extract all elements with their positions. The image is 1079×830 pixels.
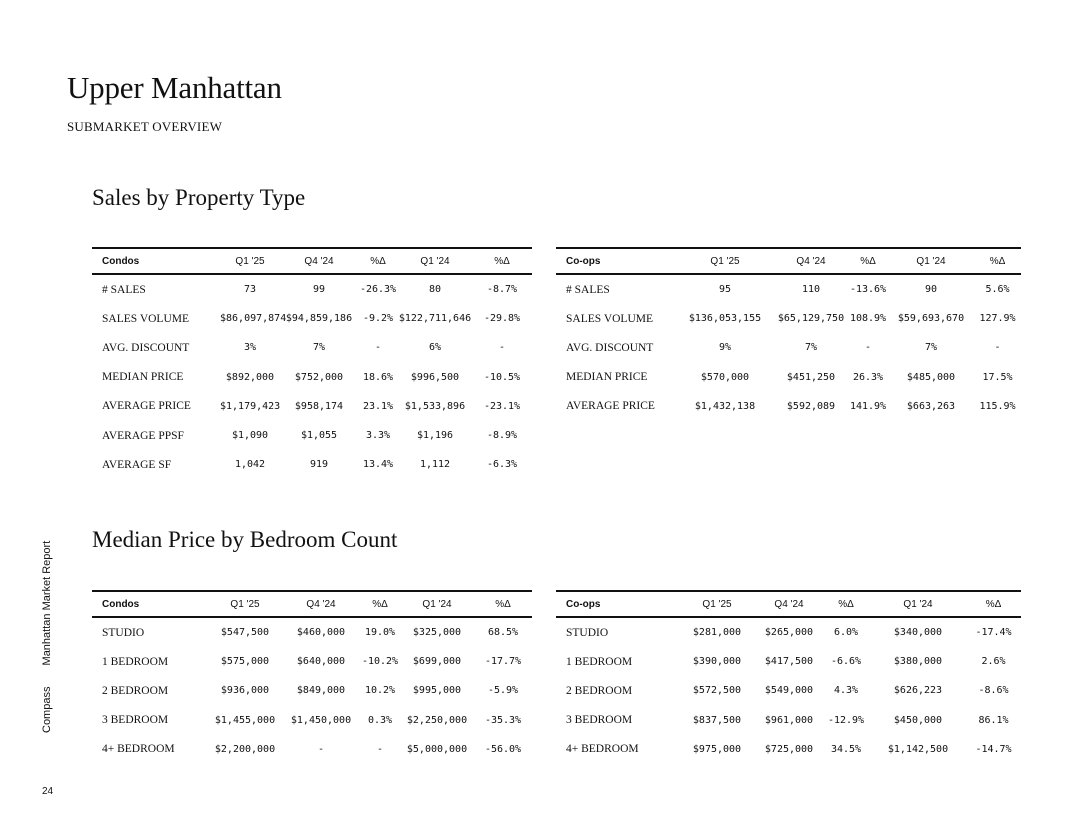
table-cell: $725,000	[764, 743, 814, 755]
column-header: %Δ	[822, 591, 870, 617]
column-header: Q1 '24	[870, 591, 966, 617]
table-cell: $975,000	[692, 743, 742, 755]
table-header-row	[92, 591, 532, 617]
table-cell: $936,000	[220, 685, 270, 697]
table-cell: 108.9%	[849, 313, 887, 325]
table-row	[556, 333, 1021, 362]
table-row	[92, 706, 532, 735]
table-cell: -8.6%	[978, 685, 1009, 697]
table-cell: 2.6%	[981, 656, 1006, 668]
row-label: 1 BEDROOM	[566, 655, 633, 668]
table-cell: 34.5%	[830, 743, 862, 755]
table-category-header: Condos	[92, 248, 220, 274]
table-cell: 9%	[718, 342, 732, 354]
sidebar-report-title: Manhattan Market Report	[41, 540, 53, 666]
table-cell: 0.3%	[367, 714, 393, 726]
table-row	[92, 421, 532, 450]
page-title: Upper Manhattan	[67, 70, 282, 105]
row-label: # SALES	[566, 283, 610, 296]
table-cell: $380,000	[893, 656, 943, 668]
table-cell: $94,859,186	[285, 313, 353, 325]
table-cell: $570,000	[700, 371, 750, 383]
column-header: Q1 '25	[220, 248, 280, 274]
table-cell: -10.2%	[361, 656, 399, 668]
table-cell: 7%	[312, 342, 326, 354]
table-cell: -23.1%	[483, 400, 521, 412]
row-label: 4+ BEDROOM	[102, 743, 175, 756]
table-cell: $1,432,138	[694, 400, 756, 412]
table-cell: $1,055	[300, 430, 338, 442]
table-cell: $663,263	[906, 400, 956, 412]
table-cell: $390,000	[692, 656, 742, 668]
table-cell: 80	[428, 284, 442, 296]
table-cell: 919	[309, 459, 329, 471]
row-label: 3 BEDROOM	[102, 714, 169, 727]
sidebar-brand: Compass	[41, 686, 53, 733]
table-cell: -6.6%	[830, 656, 862, 668]
table-cell: $1,090	[231, 430, 269, 442]
table-cell: 141.9%	[849, 400, 887, 412]
row-label: AVERAGE PRICE	[566, 400, 655, 413]
row-label: # SALES	[102, 283, 146, 296]
row-label: SALES VOLUME	[102, 312, 190, 325]
table-row	[556, 304, 1021, 333]
table-cell: -6.3%	[486, 459, 518, 471]
row-label: MEDIAN PRICE	[566, 371, 648, 384]
column-header: %Δ	[472, 248, 532, 274]
table-cell: 3%	[243, 342, 257, 354]
row-label: AVG. DISCOUNT	[102, 341, 190, 354]
table-category-header: Condos	[92, 591, 208, 617]
table-row	[92, 392, 532, 421]
table-cell: $849,000	[296, 685, 346, 697]
table-cell: 3.3%	[365, 430, 391, 442]
table-row	[556, 392, 1021, 421]
table-row	[92, 676, 532, 705]
table-cell: -56.0%	[484, 743, 522, 755]
table-cell: -	[374, 342, 382, 354]
table-cell: $86,097,874	[220, 313, 287, 325]
column-header: %Δ	[358, 248, 398, 274]
column-header: Q4 '24	[280, 248, 358, 274]
table-cell: 86.1%	[978, 714, 1009, 726]
row-label: STUDIO	[102, 626, 145, 639]
table-cell: 115.9%	[979, 400, 1016, 412]
column-header: Q4 '24	[282, 591, 360, 617]
table-cell: $572,500	[692, 685, 742, 697]
table-cell: 7%	[804, 342, 818, 354]
column-header: %Δ	[360, 591, 400, 617]
column-header: %Δ	[966, 591, 1021, 617]
section-title-bedroom: Median Price by Bedroom Count	[92, 527, 398, 552]
column-header: Q4 '24	[774, 248, 848, 274]
table-cell: 17.5%	[982, 371, 1013, 383]
table-cell: -26.3%	[359, 284, 397, 296]
table-cell: -	[864, 342, 872, 354]
table-cell: $2,250,000	[406, 714, 468, 726]
column-header: Q1 '24	[398, 248, 472, 274]
table-cell: -14.7%	[975, 743, 1012, 755]
table-row	[556, 363, 1021, 392]
table-cell: -	[994, 342, 1001, 354]
table-cell: $122,711,646	[398, 313, 472, 325]
table-cell: -	[317, 743, 325, 755]
sidebar-label	[41, 523, 53, 733]
table-cell: -12.9%	[827, 714, 865, 726]
row-label: SALES VOLUME	[566, 312, 654, 325]
table-cell: 110	[801, 284, 821, 296]
table-cell: 7%	[924, 342, 938, 354]
table-cell: -17.4%	[975, 627, 1012, 639]
table-cell: 1,042	[234, 459, 266, 471]
table-row	[92, 450, 532, 479]
table-cell: -9.2%	[362, 313, 394, 325]
table-cell: $281,000	[692, 627, 742, 639]
table-cell: -17.7%	[484, 656, 522, 668]
table-cell: $59,693,670	[897, 313, 965, 325]
table-cell: 18.6%	[362, 371, 394, 383]
table-row	[556, 706, 1021, 735]
column-header: Q1 '25	[678, 591, 756, 617]
table-cell: 4.3%	[833, 685, 859, 697]
table-cell: -8.9%	[486, 430, 518, 442]
table-header-row	[556, 591, 1021, 617]
table-cell: 73	[243, 284, 257, 296]
table-cell: $65,129,750	[777, 313, 845, 325]
table-cell: $547,500	[220, 627, 270, 639]
table-cell: 6%	[428, 342, 442, 354]
table-cell: 127.9%	[979, 313, 1016, 325]
row-label: AVERAGE PPSF	[102, 429, 184, 442]
coops-bedroom-table	[556, 590, 1021, 764]
table-cell: $958,174	[294, 400, 344, 412]
row-label: AVERAGE PRICE	[102, 400, 191, 413]
table-cell: 13.4%	[362, 459, 394, 471]
table-cell: 6.0%	[833, 627, 859, 639]
table-cell: $136,053,155	[688, 313, 762, 325]
table-category-header: Co-ops	[556, 591, 678, 617]
row-label: AVG. DISCOUNT	[566, 341, 654, 354]
table-cell: $575,000	[220, 656, 270, 668]
table-cell: 95	[718, 284, 732, 296]
table-cell: $640,000	[296, 656, 346, 668]
table-cell: $1,196	[416, 430, 454, 442]
table-header-row	[92, 248, 532, 274]
column-header: Q1 '25	[208, 591, 282, 617]
table-header-row	[556, 248, 1021, 274]
table-cell: -8.7%	[486, 284, 518, 296]
table-cell: $752,000	[294, 371, 344, 383]
table-cell: $340,000	[893, 627, 943, 639]
table-cell: 10.2%	[364, 685, 396, 697]
table-row	[556, 617, 1021, 647]
table-cell: $265,000	[764, 627, 814, 639]
table-cell: -	[376, 743, 384, 755]
table-row	[92, 617, 532, 647]
table-cell: $837,500	[692, 714, 742, 726]
table-cell: -13.6%	[849, 284, 887, 296]
table-cell: 5.6%	[985, 284, 1010, 296]
table-row	[556, 676, 1021, 705]
table-cell: 1,112	[419, 459, 451, 471]
table-row	[92, 363, 532, 392]
table-cell: -35.3%	[484, 714, 522, 726]
table-cell: 23.1%	[362, 400, 394, 412]
row-label: 4+ BEDROOM	[566, 743, 639, 756]
table-row	[92, 304, 532, 333]
table-cell: -10.5%	[483, 371, 521, 383]
table-cell: -29.8%	[483, 313, 521, 325]
table-row	[556, 735, 1021, 764]
row-label: STUDIO	[566, 626, 609, 639]
table-row	[92, 274, 532, 304]
table-cell: $2,200,000	[214, 743, 276, 755]
table-cell: $485,000	[906, 371, 956, 383]
table-cell: $961,000	[764, 714, 814, 726]
column-header: Q4 '24	[756, 591, 822, 617]
table-cell: $450,000	[893, 714, 943, 726]
condos-bedroom-table	[92, 590, 532, 764]
table-category-header: Co-ops	[556, 248, 676, 274]
column-header: %Δ	[974, 248, 1021, 274]
table-cell: $892,000	[225, 371, 275, 383]
section-title-sales: Sales by Property Type	[92, 185, 306, 210]
table-cell: $996,500	[410, 371, 460, 383]
table-cell: 68.5%	[487, 627, 519, 639]
table-row	[556, 274, 1021, 304]
table-cell: $699,000	[412, 656, 462, 668]
table-cell: 19.0%	[364, 627, 396, 639]
table-cell: $592,089	[786, 400, 836, 412]
table-cell: -5.9%	[487, 685, 519, 697]
table-cell: $5,000,000	[406, 743, 468, 755]
column-header: %Δ	[848, 248, 888, 274]
row-label: MEDIAN PRICE	[102, 371, 184, 384]
table-cell: $549,000	[764, 685, 814, 697]
table-cell: $451,250	[786, 371, 836, 383]
column-header: Q1 '25	[676, 248, 774, 274]
table-cell: $1,450,000	[290, 714, 352, 726]
page-number: 24	[42, 786, 54, 797]
table-cell: $417,500	[764, 656, 814, 668]
table-row	[92, 333, 532, 362]
table-cell: 26.3%	[852, 371, 884, 383]
table-cell: $325,000	[412, 627, 462, 639]
table-cell: $1,142,500	[887, 743, 949, 755]
table-row	[92, 647, 532, 676]
row-label: 1 BEDROOM	[102, 655, 169, 668]
column-header: Q1 '24	[888, 248, 974, 274]
table-cell: $1,533,896	[404, 400, 466, 412]
table-cell: -	[498, 342, 506, 354]
row-label: 2 BEDROOM	[566, 684, 633, 697]
table-cell: 90	[924, 284, 938, 296]
table-cell: $1,179,423	[220, 400, 281, 412]
table-cell: $626,223	[893, 685, 943, 697]
page-subtitle: SUBMARKET OVERVIEW	[67, 119, 223, 134]
table-cell: $995,000	[412, 685, 462, 697]
column-header: %Δ	[474, 591, 532, 617]
coops-sales-table	[556, 247, 1021, 421]
table-cell: $460,000	[296, 627, 346, 639]
row-label: 3 BEDROOM	[566, 714, 633, 727]
table-cell: 99	[312, 284, 326, 296]
row-label: 2 BEDROOM	[102, 684, 169, 697]
table-row	[92, 735, 532, 764]
row-label: AVERAGE SF	[102, 458, 172, 471]
column-header: Q1 '24	[400, 591, 474, 617]
condos-sales-table	[92, 247, 532, 479]
table-row	[556, 647, 1021, 676]
table-cell: $1,455,000	[214, 714, 276, 726]
